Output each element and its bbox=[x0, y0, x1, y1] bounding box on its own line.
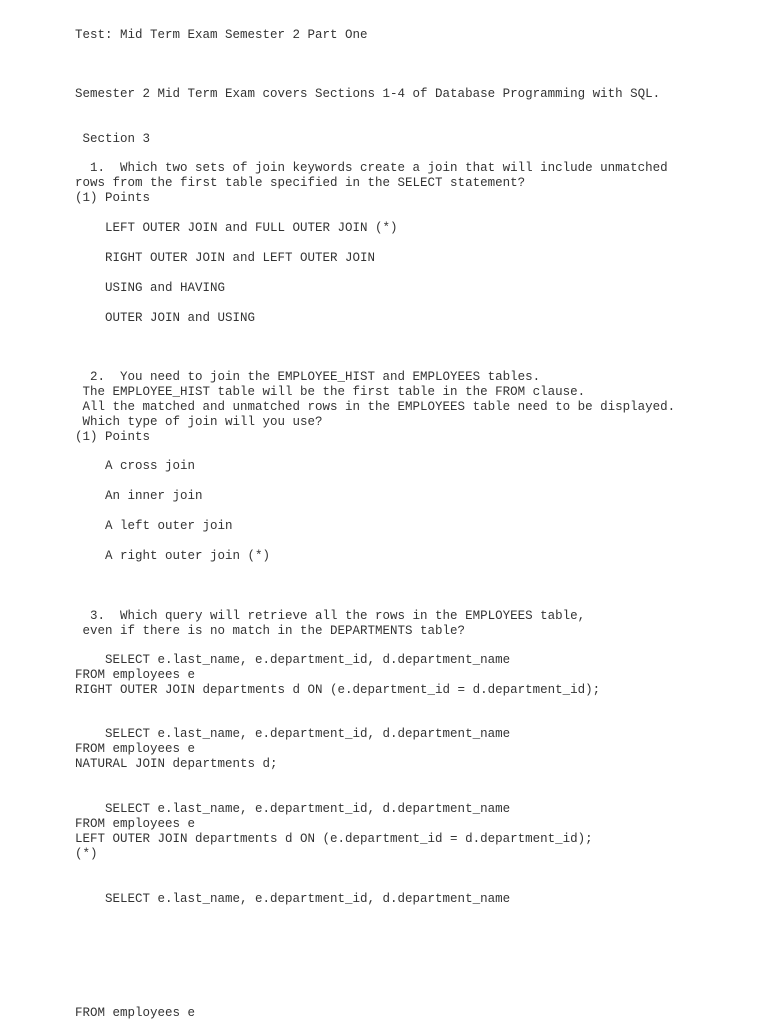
question-1-prompt: 1. Which two sets of join keywords create a join that will include unmatched rows from the first table specified in the SELECT statement? (1) Points bbox=[75, 161, 668, 205]
question-3-option-4: SELECT e.last_name, e.department_id, d.department_name bbox=[75, 892, 511, 906]
question-3-option-2: SELECT e.last_name, e.department_id, d.department_name FROM employees e NATURAL JOIN departments d; bbox=[75, 727, 511, 771]
question-1-option-4: OUTER JOIN and USING bbox=[105, 311, 256, 325]
question-1-option-1: LEFT OUTER JOIN and FULL OUTER JOIN (*) bbox=[105, 221, 398, 235]
section-heading: Section 3 bbox=[75, 132, 151, 146]
question-2-option-3: A left outer join bbox=[105, 519, 233, 533]
question-2-option-4: A right outer join (*) bbox=[105, 549, 271, 563]
question-3-option-3: SELECT e.last_name, e.department_id, d.department_name FROM employees e LEFT OUTER JOIN departments d ON (e.department_id = d.department_id); (*) bbox=[75, 802, 593, 861]
question-1-option-2: RIGHT OUTER JOIN and LEFT OUTER JOIN bbox=[105, 251, 376, 265]
question-2-option-1: A cross join bbox=[105, 459, 196, 473]
question-1-option-3: USING and HAVING bbox=[105, 281, 226, 295]
exam-title: Test: Mid Term Exam Semester 2 Part One bbox=[75, 28, 368, 42]
question-3-option-1: SELECT e.last_name, e.department_id, d.department_name FROM employees e RIGHT OUTER JOIN departments d ON (e.department_id = d.department_id); bbox=[75, 653, 601, 697]
question-3-prompt: 3. Which query will retrieve all the rows in the EMPLOYEES table, even if there is no match in the DEPARTMENTS table? bbox=[82, 609, 586, 638]
exam-description: Semester 2 Mid Term Exam covers Sections 1-4 of Database Programming with SQL. bbox=[75, 87, 661, 101]
question-2-option-2: An inner join bbox=[105, 489, 203, 503]
question-3-option-4-continuation: FROM employees e bbox=[75, 1006, 196, 1020]
question-2-prompt: 2. You need to join the EMPLOYEE_HIST and EMPLOYEES tables. The EMPLOYEE_HIST table will be the first table in the FROM clause. All the matched and unmatched rows in the EMPLOYEES table need to be displayed. Which type of join will you use? (1) Points bbox=[75, 370, 676, 444]
